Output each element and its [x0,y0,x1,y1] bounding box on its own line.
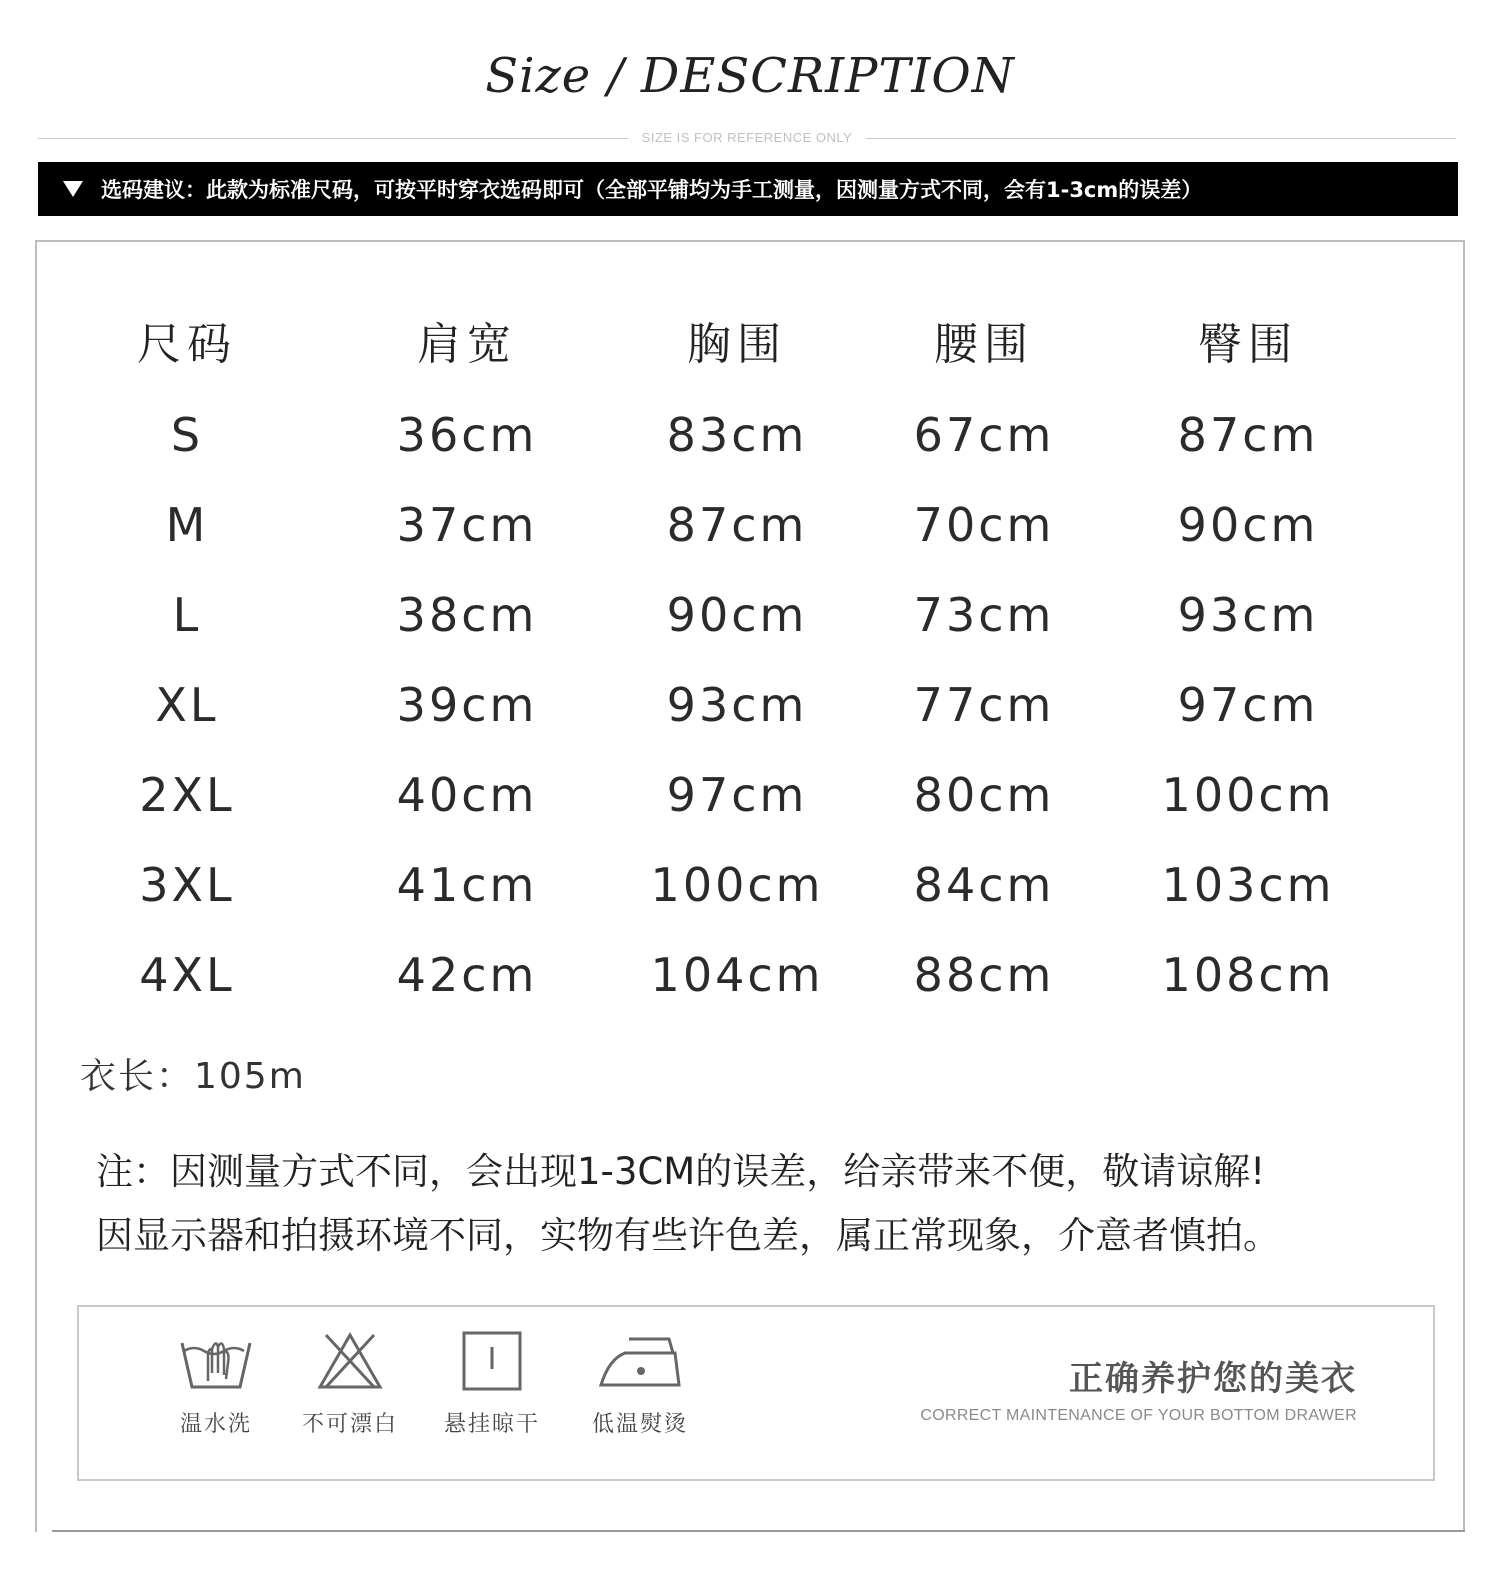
cell-hip: 108cm [1161,948,1335,1002]
care-subtitle: CORRECT MAINTENANCE OF YOUR BOTTOM DRAWER [920,1407,1357,1424]
care-item [275,1329,425,1438]
cell-hip: 103cm [1161,858,1335,912]
table-row [70,390,1430,480]
care-label: 温水洗 [179,1412,252,1437]
header-waist: 腰围 [934,319,1034,370]
cell-shoulder: 38cm [396,588,538,642]
cell-hip: 90cm [1177,498,1319,552]
note-line: 注：因测量方式不同，会出现1-3CM的误差，给亲带来不便，敬请谅解! [96,1150,1266,1193]
cell-shoulder: 42cm [396,948,538,1002]
cell-chest: 97cm [666,768,808,822]
page-title: Size / DESCRIPTION [485,48,1015,104]
cell-waist: 67cm [913,408,1055,462]
cell-size: L [172,588,202,642]
cell-shoulder: 36cm [396,408,538,462]
care-item [565,1329,715,1438]
cell-waist: 70cm [913,498,1055,552]
cell-size: 2XL [139,768,235,822]
table-row [70,750,1430,840]
table-row [70,480,1430,570]
header-size: 尺码 [137,319,237,370]
low-iron-icon [595,1329,685,1393]
cell-waist: 80cm [913,768,1055,822]
size-advice-banner [38,162,1458,216]
cell-chest: 87cm [666,498,808,552]
table-header-row [70,300,1430,390]
cell-hip: 97cm [1177,678,1319,732]
hang-dry-icon [454,1329,530,1393]
care-label: 低温熨烫 [591,1412,688,1437]
cell-size: 3XL [139,858,235,912]
care-item [417,1329,567,1438]
cell-waist: 84cm [913,858,1055,912]
care-label: 悬挂晾干 [443,1412,540,1437]
subtitle-rule [38,128,1456,148]
triangle-down-icon [63,181,83,197]
care-label: 不可漂白 [301,1412,398,1437]
cell-hip: 100cm [1161,768,1335,822]
cell-size: M [165,498,209,552]
notes [96,1140,1436,1268]
table-row [70,840,1430,930]
cell-chest: 90cm [666,588,808,642]
no-bleach-icon [312,1329,388,1393]
cell-chest: 83cm [666,408,808,462]
header-shoulder: 肩宽 [417,319,517,370]
care-panel [77,1305,1435,1481]
cell-chest: 100cm [650,858,824,912]
table-row [70,660,1430,750]
cell-size: S [170,408,204,462]
card-bottom-line [52,1530,1465,1532]
cell-shoulder: 37cm [396,498,538,552]
cell-size: 4XL [139,948,235,1002]
cell-waist: 77cm [913,678,1055,732]
garment-length: 衣长：105m [80,1056,306,1097]
care-item [141,1329,291,1438]
cell-hip: 93cm [1177,588,1319,642]
table-row [70,930,1430,1020]
cell-chest: 93cm [666,678,808,732]
cell-waist: 73cm [913,588,1055,642]
cell-shoulder: 39cm [396,678,538,732]
cell-size: XL [155,678,219,732]
cell-waist: 88cm [913,948,1055,1002]
note-line: 因显示器和拍摄环境不同，实物有些许色差，属正常现象，介意者慎拍。 [96,1214,1280,1257]
page-subtitle: SIZE IS FOR REFERENCE ONLY [641,130,853,145]
table-row [70,570,1430,660]
warm-water-wash-icon [178,1329,254,1393]
cell-shoulder: 41cm [396,858,538,912]
size-advice-text: 选码建议：此款为标准尺码，可按平时穿衣选码即可（全部平铺均为手工测量，因测量方式不同，会有1-3cm的误差） [101,178,1203,202]
cell-chest: 104cm [650,948,824,1002]
header-chest: 胸围 [687,319,787,370]
cell-hip: 87cm [1177,408,1319,462]
header-hip: 臀围 [1198,319,1298,370]
cell-shoulder: 40cm [396,768,538,822]
care-title: 正确养护您的美衣 [1069,1359,1357,1399]
